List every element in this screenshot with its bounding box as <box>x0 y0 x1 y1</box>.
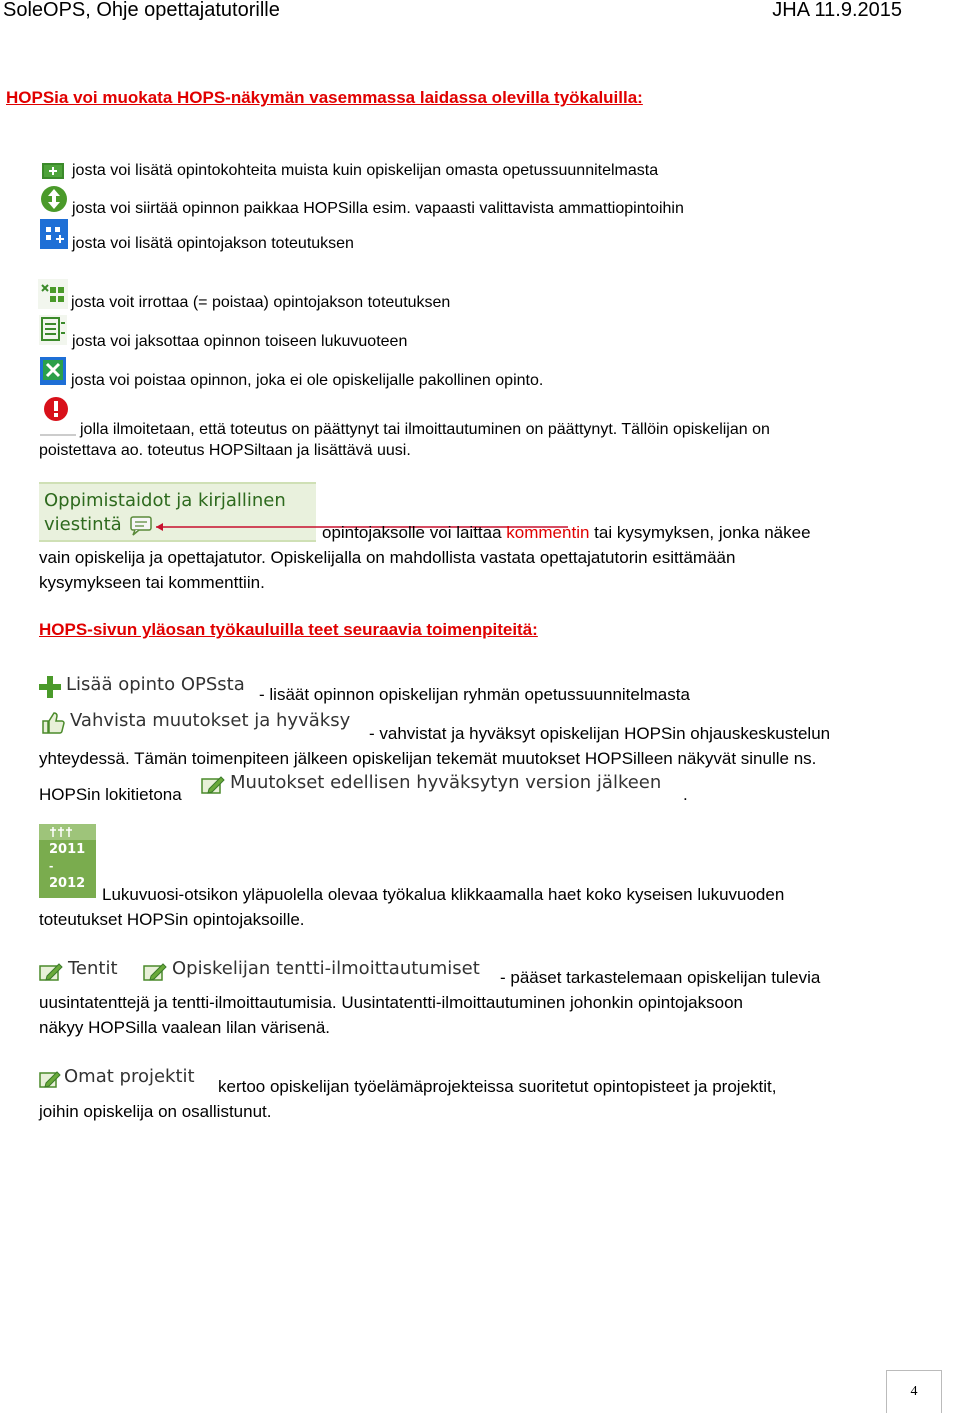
exam-registrations-link[interactable]: Opiskelijan tentti-ilmoittautumiset <box>172 958 480 979</box>
year-desc-line2: toteutukset HOPSin opintojaksoille. <box>39 910 305 929</box>
header-left: SoleOPS, Ohje opettajatutorille <box>3 0 280 21</box>
comment-text-line3: kysymykseen tai kommenttiin. <box>39 573 265 592</box>
tool-text-add-implementation: josta voi lisätä opintojakson toteutuksen <box>72 235 354 252</box>
thumbs-up-icon <box>41 711 65 735</box>
year-bottom: 2012 <box>49 876 86 891</box>
log-text-post: . <box>683 785 688 804</box>
header-right: JHA 11.9.2015 <box>772 0 902 21</box>
course-title-line2: viestintä <box>44 514 122 535</box>
changes-since-approved-link[interactable]: Muutokset edellisen hyväksytyn version jälkeen <box>230 772 662 793</box>
year-tool-top <box>39 824 96 840</box>
academic-year-tool[interactable] <box>39 824 96 898</box>
own-projects-link[interactable]: Omat projektit <box>64 1066 195 1087</box>
add-from-ops-desc: - lisäät opinnon opiskelijan ryhmän opetussuunnitelmasta <box>259 685 690 704</box>
year-desc: Lukuvuosi-otsikon yläpuolella olevaa työkalua klikkaamalla haet koko kyseisen lukuvuoden <box>102 885 785 904</box>
projects-desc-line2: joihin opiskelija on osallistunut. <box>39 1102 272 1121</box>
alert-text-line1: jolla ilmoitetaan, että toteutus on päättynyt tai ilmoittautuminen on päättynyt. Tällöin opiskelijan on <box>80 421 770 438</box>
exams-link[interactable]: Tentit <box>68 958 118 979</box>
tool-text-detach-implementation: josta voit irrottaa (= poistaa) opintojakson toteutuksen <box>71 294 451 311</box>
add-implementation-icon <box>40 219 68 249</box>
exams-desc-line2: uusintatenttejä ja tentti-ilmoittautumisia. Uusintatentti-ilmoittautuminen johonkin opintojaksoon <box>39 993 743 1012</box>
section1-heading: HOPSia voi muokata HOPS-näkymän vasemmassa laidassa olevilla työkaluilla: <box>6 88 643 107</box>
exams-desc-line3: näkyy HOPSilla vaalean lilan värisenä. <box>39 1018 331 1037</box>
page-number <box>886 1370 942 1413</box>
delete-study-icon <box>40 357 66 387</box>
comment-pre: opintojaksolle voi laittaa <box>322 523 507 542</box>
tool-text-add-study: josta voi lisätä opintokohteita muista kuin opiskelijan omasta opetussuunnitelmasta <box>72 162 659 179</box>
projects-desc: kertoo opiskelijan työelämäprojekteissa suoritetut opintopisteet ja projektit, <box>218 1077 777 1096</box>
split-study-icon <box>39 315 67 345</box>
comment-post: tai kysymyksen, jonka näkee <box>589 523 811 542</box>
projects-edit-icon <box>39 1069 61 1089</box>
year-dash: - <box>49 858 54 873</box>
comment-text-line2: vain opiskelija ja opettajatutor. Opiskelijalla on mahdollista vastata opettajatutorin esittämään <box>39 548 736 567</box>
alert-icon <box>40 395 76 437</box>
tool-text-split-study: josta voi jaksottaa opinnon toiseen lukuvuoteen <box>72 333 408 350</box>
approve-changes-button[interactable]: Vahvista muutokset ja hyväksy <box>70 710 351 731</box>
tool-text-move-study: josta voi siirtää opinnon paikkaa HOPSilla esim. vapaasti valittavista ammattiopintoihin <box>72 200 684 217</box>
add-study-icon <box>42 163 64 179</box>
comment-highlight: kommentin <box>506 523 590 542</box>
alert-text-line2: poistettava ao. toteutus HOPSiltaan ja lisättävä uusi. <box>39 442 411 459</box>
section2-heading: HOPS-sivun yläosan työkauluilla teet seuraavia toimenpiteitä: <box>39 620 538 639</box>
approve-desc-line2: yhteydessä. Tämän toimenpiteen jälkeen opiskelijan tekemät muutokset HOPSilleen näkyvät sinulle ns. <box>39 749 817 768</box>
plus-icon <box>39 676 61 698</box>
page-number-text: 4 <box>910 1384 918 1399</box>
log-text-pre: HOPSin lokitietona <box>39 785 182 804</box>
year-top: 2011 <box>49 842 86 857</box>
course-title-line1: Oppimistaidot ja kirjallinen <box>44 490 286 511</box>
exams-edit-icon <box>39 962 63 982</box>
comment-bubble-icon[interactable] <box>130 516 154 541</box>
comment-text-line1 <box>322 520 811 545</box>
approve-desc: - vahvistat ja hyväksyt opiskelijan HOPSin ohjauskeskustelun <box>369 724 831 743</box>
detach-implementation-icon <box>38 279 68 309</box>
move-study-icon <box>40 185 68 213</box>
add-from-ops-button[interactable]: Lisää opinto OPSsta <box>66 674 245 695</box>
exams-desc: - pääset tarkastelemaan opiskelijan tulevia <box>500 968 821 987</box>
log-edit-icon <box>201 775 225 795</box>
tool-text-delete-study: josta voi poistaa opinnon, joka ei ole opiskelijalle pakollinen opinto. <box>71 372 544 389</box>
exam-registrations-edit-icon <box>143 962 167 982</box>
